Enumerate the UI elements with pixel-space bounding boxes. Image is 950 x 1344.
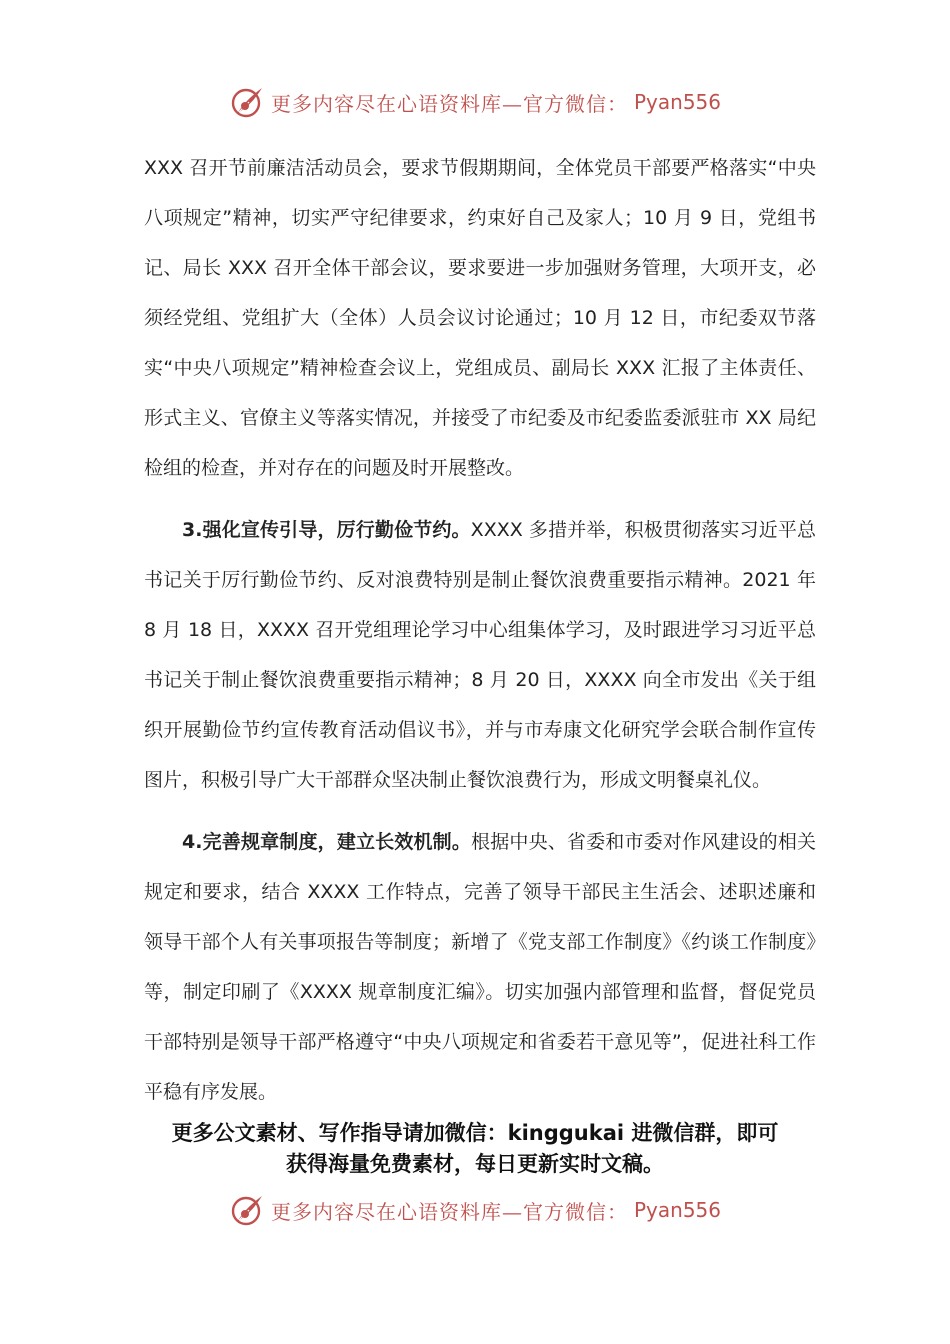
paragraph-1-text: XXX 召开节前廉洁活动员会，要求节假期期间，全体党员干部要严格落实“中央八项规定”精神，切实严守纪律要求，约束好自己及家人；10 月 9 日，党组书记、局长 XXX 召开全体干部会议，要求要进一步加强财务管理，大项开支，必须经党组、党组扩大（全体）人员会议讨论通过；10 月 12 日，市纪委双节落实“中央八项规定”精神检查会议上，党组成员、副局长 XXX 汇报了主体责任、形式主义、官僚主义等落实情况，并接受了市纪委及市纪委监委派驻市 XX 局纪检组的检查，并对存在的问题及时开展整改。 bbox=[144, 157, 816, 479]
paragraph-2 bbox=[144, 505, 816, 805]
paragraph-3 bbox=[144, 817, 816, 1117]
watermark-text: 更多内容尽在心语资料库—官方微信： bbox=[270, 91, 628, 116]
paragraph-1 bbox=[144, 143, 816, 493]
promo-line-2: 获得海量免费素材，每日更新实时文稿。 bbox=[286, 1152, 664, 1176]
quill-logo-icon bbox=[229, 1192, 265, 1228]
paragraph-3-text: 根据中央、省委和市委对作风建设的相关规定和要求，结合 XXXX 工作特点，完善了领导干部民主生活会、述职述廉和领导干部个人有关事项报告等制度；新增了《党支部工作制度》《约谈工作制度》等，制定印刷了《XXXX 规章制度汇编》。切实加强内部管理和监督，督促党员干部特别是领导干部严格遵守“中央八项规定和省委若干意见等”，促进社科工作平稳有序发展。 bbox=[144, 831, 816, 1103]
watermark-text: 更多内容尽在心语资料库—官方微信： bbox=[270, 1199, 628, 1224]
promo-line-1: 更多公文素材、写作指导请加微信：kinggukai 进微信群，即可 bbox=[171, 1121, 779, 1145]
paragraph-3-heading: 4.完善规章制度，建立长效机制。 bbox=[182, 831, 472, 853]
watermark-wechat-id: Pyan556 bbox=[633, 1198, 721, 1222]
header-watermark bbox=[0, 84, 950, 120]
paragraph-2-text: XXXX 多措并举，积极贯彻落实习近平总书记关于厉行勤俭节约、反对浪费特别是制止餐饮浪费重要指示精神。2021 年 8 月 18 日，XXXX 召开党组理论学习中心组集体学习，及时跟进学习习近平总书记关于制止餐饮浪费重要指示精神；8 月 20 日，XXXX 向全市发出《关于组织开展勤俭节约宣传教育活动倡议书》，并与市寿康文化研究学会联合制作宣传图片，积极引导广大干部群众坚决制止餐饮浪费行为，形成文明餐桌礼仪。 bbox=[144, 519, 816, 791]
paragraph-2-heading: 3.强化宣传引导，厉行勤俭节约。 bbox=[182, 519, 471, 541]
promo-notice bbox=[120, 1118, 830, 1180]
document-body bbox=[144, 143, 816, 1117]
watermark-wechat-id: Pyan556 bbox=[633, 90, 721, 114]
footer-watermark bbox=[0, 1192, 950, 1228]
quill-logo-icon bbox=[229, 84, 265, 120]
